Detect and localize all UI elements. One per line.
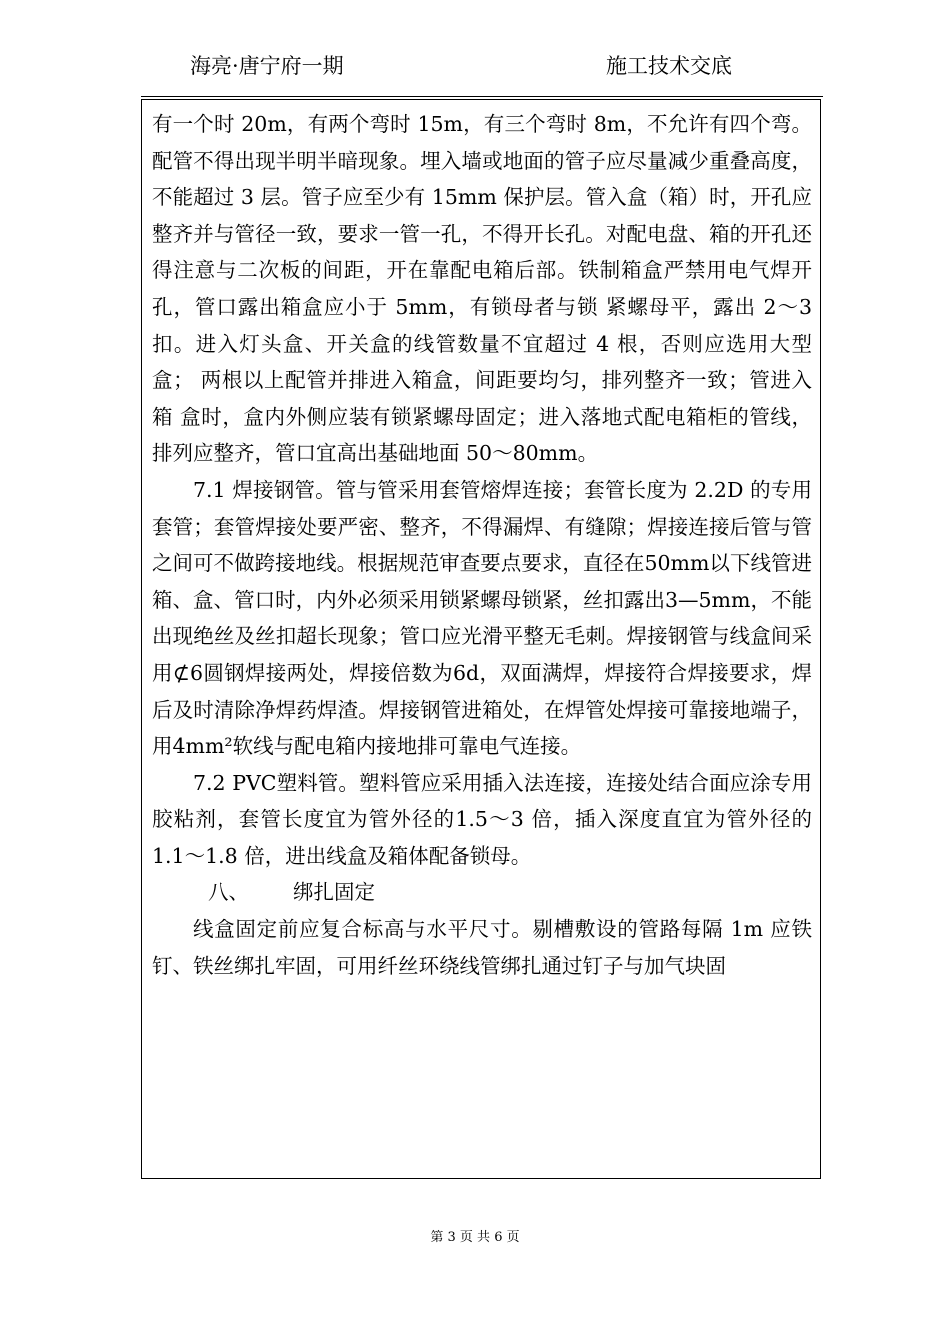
page-number: 第 3 页 共 6 页 [430,1230,520,1245]
body-text [152,106,812,984]
section-heading-8 [152,874,812,911]
section-heading-8-title: 绑扎固定 [293,880,375,905]
header-doc-type: 施工技术交底 [606,54,732,78]
paragraph-continued: 有一个时 20m，有两个弯时 15m，有三个弯时 8m，不允许有四个弯。配管不得出现半明半暗现象。埋入墙或地面的管子应尽量减少重叠高度，不能超过 3 层。管子应至少有 15mm 保护层。管入盒（箱）时，开孔应整齐并与管径一致，要求一管一孔，不得开长孔。对配电盘、箱的开孔还得注意与二次板的间距，开在靠配电箱后部。铁制箱盒严禁用电气焊开孔，管口露出箱盒应小于 5mm，有锁母者与锁 紧螺母平，露出 2～3 扣。进入灯头盒、开关盒的线管数量不宜超过 4 根，否则应选用大型盒； 两根以上配管并排进入箱盒，间距要均匀，排列整齐一致；管进入箱 盒时，盒内外侧应装有锁紧螺母固定；进入落地式配电箱柜的管线，排列应整齐，管口宜高出基础地面 50～80mm。 [152,112,812,466]
paragraph-7-2: 7.2 PVC塑料管。塑料管应采用插入法连接，连接处结合面应涂专用胶粘剂，套管长度宜为管外径的1.5～3 倍，插入深度直宜为管外径的 1.1～1.8 倍，进出线盒及箱体配备锁母。 [152,770,812,868]
header-project: 海亮·唐宁府一期 [190,54,344,78]
header-rule [141,96,823,97]
paragraph-8: 线盒固定前应复合标高与水平尺寸。剔槽敷设的管路每隔 1m 应铁钉、铁丝绑扎牢固，可用纤丝环绕线管绑扎通过钉子与加气块固 [152,917,812,978]
paragraph-7-1: 7.1 焊接钢管。管与管采用套管熔焊连接；套管长度为 2.2D 的专用套管；套管焊接处要严密、整齐，不得漏焊、有缝隙；焊接连接后管与管之间可不做跨接地线。根据规范审查要点要求，直径在50mm以下线管进箱、盒、管口时，内外必须采用锁紧螺母锁紧，丝扣露出3—5mm，不能出现绝丝及丝扣超长现象；管口应光滑平整无毛刺。焊接钢管与线盒间采用⊄6圆钢焊接两处，焊接倍数为6d，双面满焊，焊接符合焊接要求，焊后及时清除净焊药焊渣。焊接钢管进箱处，在焊管处焊接可靠接地端子，用4mm²软线与配电箱内接地排可靠电气连接。 [152,477,812,759]
section-heading-8-number: 八、 [208,880,249,905]
